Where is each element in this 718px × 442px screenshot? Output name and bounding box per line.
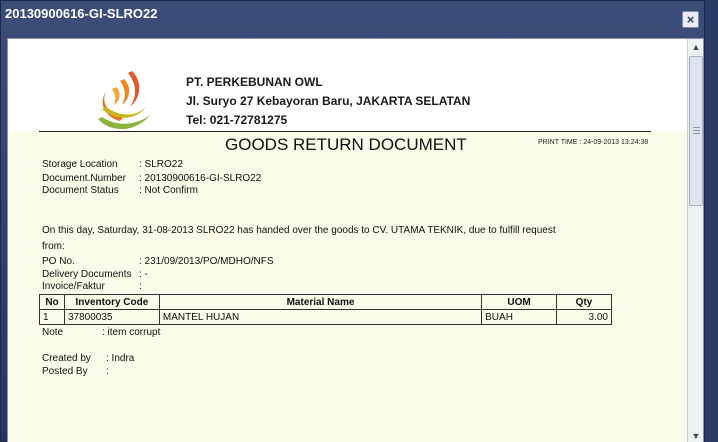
- invoice-value: :: [139, 281, 142, 292]
- company-logo-icon: [80, 59, 170, 139]
- posted-by-value: :: [106, 366, 109, 377]
- posted-by-label: Posted By: [42, 366, 88, 377]
- print-time: PRINT TIME : 24-09-2013 13:24:38: [538, 139, 649, 146]
- window-title: 20130900616-GI-SLRO22: [5, 6, 158, 21]
- header-no: No: [40, 295, 65, 310]
- company-address: Jl. Suryo 27 Kebayoran Baru, JAKARTA SELATAN: [186, 94, 471, 108]
- invoice-label: Invoice/Faktur: [42, 281, 105, 292]
- scroll-thumb[interactable]: [689, 56, 703, 206]
- note-label: Note: [42, 327, 64, 338]
- header-uom: UOM: [482, 295, 557, 310]
- table-header-row: [40, 295, 612, 310]
- document-status-value: : Not Confirm: [139, 185, 198, 196]
- titlebar[interactable]: [1, 1, 706, 31]
- cell-qty: 3.00: [557, 310, 612, 325]
- company-name: PT. PERKEBUNAN OWL: [186, 75, 323, 89]
- header-qty: Qty: [557, 295, 612, 310]
- cell-inventory-code: 37800035: [64, 310, 159, 325]
- note-value: : item corrupt: [102, 327, 161, 338]
- header-divider: [39, 131, 651, 132]
- delivery-documents-label: Delivery Documents: [42, 269, 132, 280]
- po-label: PO No.: [42, 256, 75, 267]
- vertical-scrollbar[interactable]: [687, 39, 704, 442]
- header-material-name: Material Name: [159, 295, 481, 310]
- grip-icon: [693, 127, 700, 135]
- company-info: [186, 73, 470, 130]
- created-by-label: Created by: [42, 353, 91, 364]
- scroll-down-icon[interactable]: ▼: [691, 431, 701, 441]
- statement-line-1: On this day, Saturday, 31-08-2013 SLRO22 has handed over the goods to CV. UTAMA TEKNIK, due to fulfill request: [42, 225, 556, 236]
- storage-location-label: Storage Location: [42, 159, 118, 170]
- created-by-value: : Indra: [106, 353, 135, 364]
- document-number-value: : 20130900616-GI-SLRO22: [139, 173, 262, 184]
- items-table: [39, 294, 612, 325]
- document-title: GOODS RETURN DOCUMENT: [225, 135, 467, 154]
- close-button[interactable]: ×: [682, 11, 699, 28]
- po-value: : 231/09/2013/PO/MDHO/NFS: [139, 256, 274, 267]
- delivery-documents-value: : -: [139, 269, 148, 280]
- document-frame: [7, 38, 704, 442]
- company-phone: Tel: 021-72781275: [186, 113, 288, 127]
- document-page: [8, 39, 687, 442]
- cell-uom: BUAH: [482, 310, 557, 325]
- cell-material-name: MANTEL HUJAN: [159, 310, 481, 325]
- document-number-label: Document.Number: [42, 173, 126, 184]
- storage-location-value: : SLRO22: [139, 159, 183, 170]
- scroll-up-icon[interactable]: ▲: [691, 42, 701, 52]
- statement-line-2: from:: [42, 241, 65, 252]
- header-inventory-code: Inventory Code: [64, 295, 159, 310]
- document-status-label: Document Status: [42, 185, 119, 196]
- cell-no: 1: [40, 310, 65, 325]
- table-row: [40, 310, 612, 325]
